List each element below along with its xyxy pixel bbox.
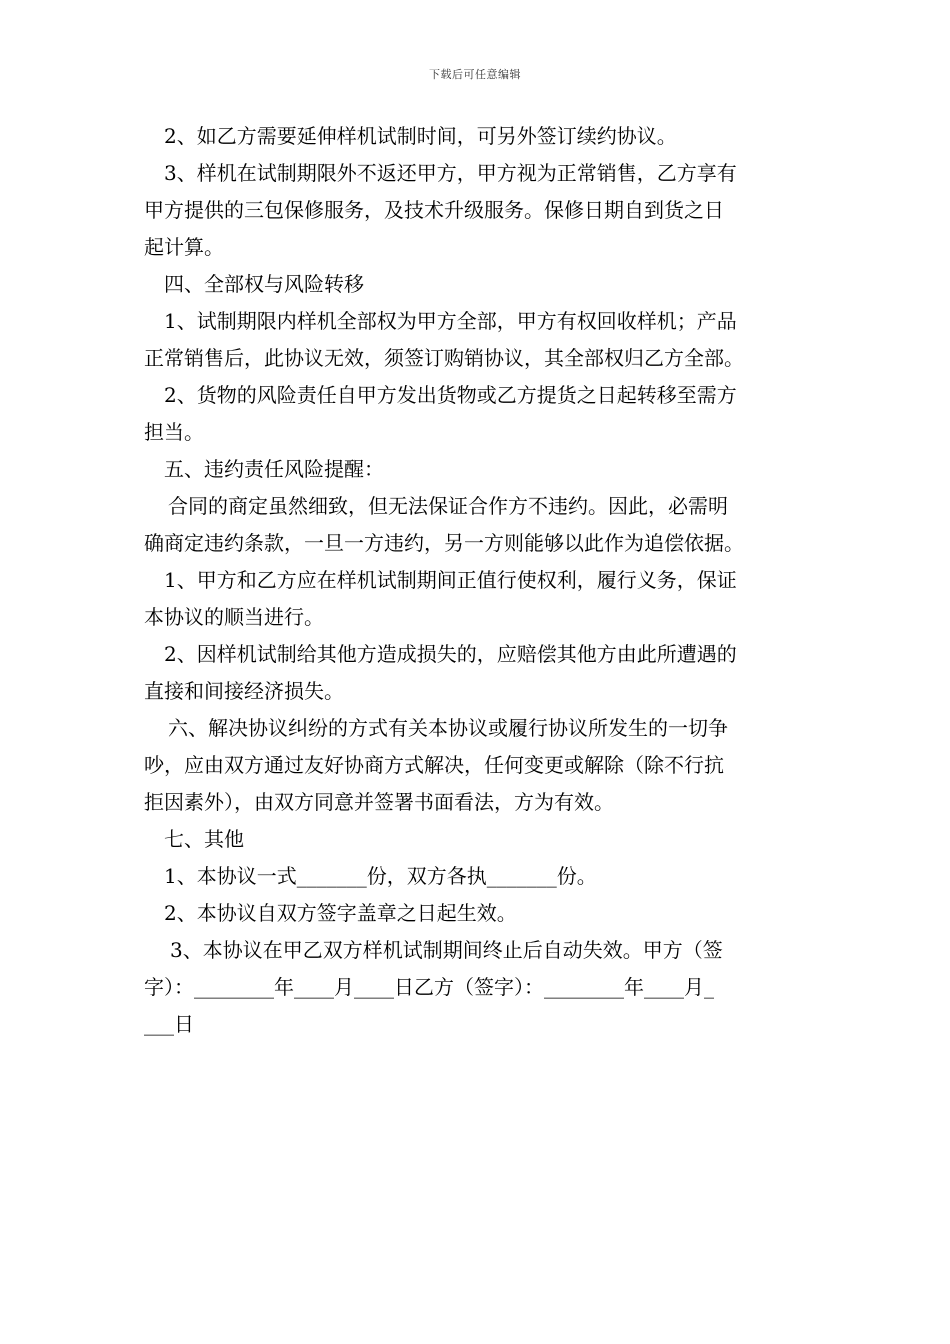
text-line: 2、如乙方需要延伸样机试制时间，可另外签订续约协议。: [164, 124, 677, 148]
page-header: 下载后可任意编辑: [429, 68, 521, 81]
text-line: 七、其他: [164, 827, 244, 851]
text-line: 3、本协议在甲乙双方样机试制期间终止后自动失效。甲方（签: [170, 938, 723, 962]
text-line: 字）：________年____月____日乙方（签字）：________年____月_: [144, 975, 714, 999]
document-body: [144, 118, 808, 1043]
text-line: 六、解决协议纠纷的方式有关本协议或履行协议所发生的一切争: [168, 716, 728, 740]
text-line: 甲方提供的三包保修服务，及技术升级服务。保修日期自到货之日: [144, 198, 724, 222]
text-line: 1、甲方和乙方应在样机试制期间正值行使权利，履行义务，保证: [164, 568, 737, 592]
text-line: 直接和间接经济损失。: [144, 679, 344, 703]
text-line: 担当。: [144, 420, 204, 444]
text-line: 3、样机在试制期限外不返还甲方，甲方视为正常销售，乙方享有: [164, 161, 737, 185]
text-line: 吵，应由双方通过友好协商方式解决，任何变更或解除（除不行抗: [144, 753, 724, 777]
text-line: 2、本协议自双方签字盖章之日起生效。: [164, 901, 517, 925]
text-line: 1、本协议一式_______份，双方各执_______份。: [164, 864, 597, 888]
text-line: 四、全部权与风险转移: [164, 272, 364, 296]
text-line: 2、因样机试制给其他方造成损失的，应赔偿其他方由此所遭遇的: [164, 642, 737, 666]
text-line: 确商定违约条款，一旦一方违约，另一方则能够以此作为追偿依据。: [144, 531, 744, 555]
text-line: 五、违约责任风险提醒：: [164, 457, 384, 481]
text-line: 1、试制期限内样机全部权为甲方全部，甲方有权回收样机；产品: [164, 309, 737, 333]
text-line: ___日: [144, 1012, 194, 1036]
text-line: 拒因素外），由双方同意并签署书面看法，方为有效。: [144, 790, 614, 814]
text-line: 本协议的顺当进行。: [144, 605, 324, 629]
text-line: 正常销售后，此协议无效，须签订购销协议，其全部权归乙方全部。: [144, 346, 744, 370]
text-line: 合同的商定虽然细致，但无法保证合作方不违约。因此，必需明: [168, 494, 728, 518]
text-line: 2、货物的风险责任自甲方发出货物或乙方提货之日起转移至需方: [164, 383, 737, 407]
text-line: 起计算。: [144, 235, 224, 259]
